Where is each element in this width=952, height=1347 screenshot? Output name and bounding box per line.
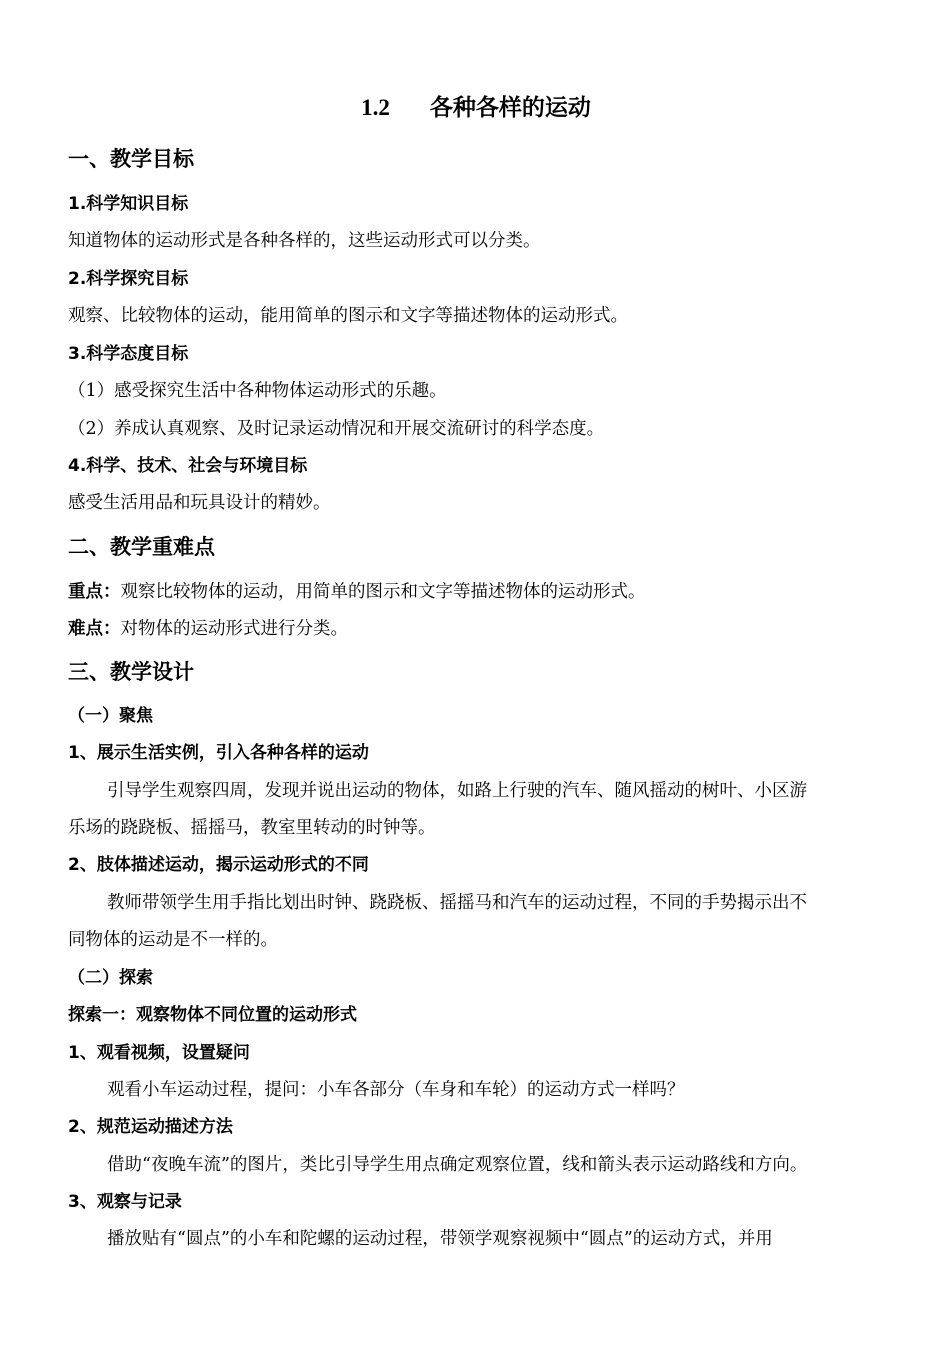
- difficult-point-label: 难点：: [68, 619, 121, 639]
- subsection-heading-explore: （二）探索: [68, 968, 153, 988]
- page-title: [0, 96, 952, 120]
- paragraph-focus-1-line-2: 乐场的跷跷板、摇摇马，教室里转动的时钟等。: [68, 818, 436, 838]
- paragraph-focus-2-line-1: 教师带领学生用手指比划出时钟、跷跷板、摇摇马和汽车的运动过程，不同的手势揭示出不: [107, 893, 807, 913]
- list-item-attitude-2: （2）养成认真观察、及时记录运动情况和开展交流研讨的科学态度。: [68, 419, 605, 439]
- key-point-text: 观察比较物体的运动，用简单的图示和文字等描述物体的运动形式。: [120, 582, 646, 602]
- title-number: 1.2: [361, 95, 390, 120]
- section-heading-objectives: 一、教学目标: [68, 147, 194, 171]
- step-heading-focus-1: 1、展示生活实例，引入各种各样的运动: [68, 743, 369, 763]
- paragraph-knowledge-goal: 知道物体的运动形式是各种各样的，这些运动形式可以分类。: [68, 231, 541, 251]
- paragraph-sts-goal: 感受生活用品和玩具设计的精妙。: [68, 493, 331, 513]
- subheading-sts-goal: 4.科学、技术、社会与环境目标: [68, 456, 308, 476]
- paragraph-explore-3: 播放贴有“圆点”的小车和陀螺的运动过程，带领学观察视频中“圆点”的运动方式，并用: [107, 1229, 773, 1249]
- subheading-attitude-goal: 3.科学态度目标: [68, 344, 189, 364]
- explore-heading-1: 探索一：观察物体不同位置的运动形式: [68, 1005, 357, 1025]
- subsection-heading-focus: （一）聚焦: [68, 706, 153, 726]
- step-heading-explore-2: 2、规范运动描述方法: [68, 1117, 233, 1137]
- difficult-point-text: 对物体的运动形式进行分类。: [120, 619, 348, 639]
- section-heading-design: 三、教学设计: [68, 660, 194, 684]
- subheading-knowledge-goal: 1.科学知识目标: [68, 194, 189, 214]
- paragraph-focus-1-line-1: 引导学生观察四周，发现并说出运动的物体，如路上行驶的汽车、随风摇动的树叶、小区游: [107, 781, 807, 801]
- list-item-attitude-1: （1）感受探究生活中各种物体运动形式的乐趣。: [68, 381, 447, 401]
- paragraph-key-point: [68, 580, 646, 604]
- section-heading-key-points: 二、教学重难点: [68, 535, 215, 559]
- step-heading-focus-2: 2、肢体描述运动，揭示运动形式的不同: [68, 855, 369, 875]
- paragraph-explore-2: 借助“夜晚车流”的图片，类比引导学生用点确定观察位置，线和箭头表示运动路线和方向。: [107, 1155, 808, 1175]
- subheading-inquiry-goal: 2.科学探究目标: [68, 269, 189, 289]
- paragraph-focus-2-line-2: 同物体的运动是不一样的。: [68, 930, 278, 950]
- step-heading-explore-1: 1、观看视频，设置疑问: [68, 1043, 250, 1063]
- paragraph-inquiry-goal: 观察、比较物体的运动，能用简单的图示和文字等描述物体的运动形式。: [68, 306, 628, 326]
- key-point-label: 重点：: [68, 582, 121, 602]
- paragraph-difficult-point: [68, 617, 348, 641]
- title-text: 各种各样的运动: [429, 95, 591, 121]
- paragraph-explore-1: 观看小车运动过程，提问：小车各部分（车身和车轮）的运动方式一样吗？: [107, 1080, 685, 1100]
- step-heading-explore-3: 3、观察与记录: [68, 1192, 182, 1212]
